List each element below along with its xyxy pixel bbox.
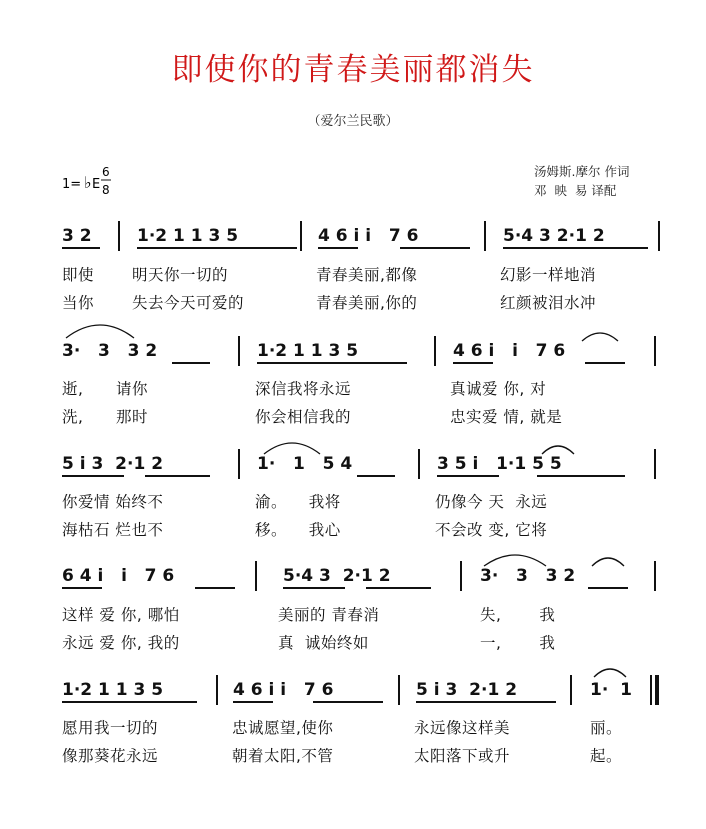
barline xyxy=(654,449,656,479)
beam xyxy=(357,475,395,477)
row3-v1-m3: 仍像今 天 永远 xyxy=(435,493,548,511)
beam xyxy=(318,247,358,249)
row3-v2-m2: 移。 我心 xyxy=(255,521,341,539)
beam xyxy=(233,701,273,703)
beam xyxy=(172,362,210,364)
time-numerator: 6 xyxy=(102,165,110,179)
barline xyxy=(434,336,436,366)
barline xyxy=(238,449,240,479)
row3-measure1: 5 i 3 2·1 2 xyxy=(62,454,164,474)
beam xyxy=(195,587,235,589)
row2-v1-m1: 逝, 请你 xyxy=(62,380,148,398)
barline xyxy=(654,561,656,591)
row5-v2-m2: 朝着太阳,不管 xyxy=(232,747,334,765)
key-note: E xyxy=(92,177,101,192)
row4-measure3: 3· 3 3 2 xyxy=(480,566,576,586)
beam xyxy=(453,362,493,364)
barline xyxy=(300,221,302,251)
final-barline-thick xyxy=(655,675,659,705)
barline xyxy=(654,336,656,366)
beam xyxy=(62,587,102,589)
beam xyxy=(257,362,407,364)
beam xyxy=(503,247,648,249)
row1-measure2: 1·2 1 1 3 5 xyxy=(137,226,239,246)
beam xyxy=(585,362,625,364)
row5-v1-m3: 永远像这样美 xyxy=(414,719,511,737)
barline xyxy=(658,221,660,251)
key-signature xyxy=(62,162,132,202)
row3-v2-m1: 海枯石 烂也不 xyxy=(62,521,164,539)
row2-measure2: 1·2 1 1 3 5 xyxy=(257,341,359,361)
beam xyxy=(62,701,197,703)
lyricist-credit: 汤姆斯.摩尔 作词 xyxy=(534,164,630,179)
row5-v1-m1: 愿用我一切的 xyxy=(62,719,159,737)
row2-v2-m3: 忠实爱 情, 就是 xyxy=(450,408,563,426)
row2-measure3: 4 6 i i 7 6 xyxy=(453,341,566,361)
row1-v2-m3: 青春美丽,你的 xyxy=(316,294,418,312)
row5-v2-m3: 太阳落下或升 xyxy=(414,747,511,765)
song-title: 即使你的青春美丽都消失 xyxy=(171,52,535,88)
tie-slur xyxy=(482,548,548,568)
row1-v2-m1: 当你 xyxy=(62,294,95,312)
row1-v1-m4: 幻影一样地消 xyxy=(500,266,597,284)
row5-v1-m4: 丽。 xyxy=(590,719,623,737)
row2-v2-m2: 你会相信我的 xyxy=(255,408,352,426)
beam xyxy=(137,247,297,249)
tie-slur xyxy=(592,663,628,679)
row1-measure3: 4 6 i i 7 6 xyxy=(318,226,419,246)
tie-slur xyxy=(580,327,620,343)
barline xyxy=(216,675,218,705)
row1-v2-m4: 红颜被泪水冲 xyxy=(500,294,597,312)
row3-measure2: 1· 1 5 4 xyxy=(257,454,353,474)
row3-v1-m2: 渝。 我将 xyxy=(255,493,341,511)
beam xyxy=(313,701,383,703)
beam xyxy=(588,587,628,589)
row5-measure3: 5 i 3 2·1 2 xyxy=(416,680,518,700)
final-barline-thin xyxy=(650,675,652,705)
beam xyxy=(437,475,499,477)
flat-sign: ♭ xyxy=(84,173,92,192)
row1-v1-m3: 青春美丽,都像 xyxy=(316,266,418,284)
tie-slur xyxy=(262,436,322,456)
beam xyxy=(283,587,345,589)
barline xyxy=(460,561,462,591)
row2-measure1: 3· 3 3 2 xyxy=(62,341,158,361)
barline xyxy=(255,561,257,591)
row3-v1-m1: 你爱情 始终不 xyxy=(62,493,164,511)
time-denominator: 8 xyxy=(102,183,110,197)
row1-v2-m2: 失去今天可爱的 xyxy=(132,294,245,312)
barline xyxy=(418,449,420,479)
row5-measure1: 1·2 1 1 3 5 xyxy=(62,680,164,700)
row5-v1-m2: 忠诚愿望,使你 xyxy=(232,719,334,737)
credits xyxy=(534,162,629,200)
row2-v2-m1: 洗, 那时 xyxy=(62,408,148,426)
barline xyxy=(570,675,572,705)
row4-v2-m3: 一, 我 xyxy=(480,634,556,652)
beam xyxy=(62,247,100,249)
beam xyxy=(400,247,470,249)
row4-v1-m2: 美丽的 青春消 xyxy=(278,606,380,624)
row1-measure4: 5·4 3 2·1 2 xyxy=(503,226,605,246)
tie-slur xyxy=(64,318,136,340)
tie-slur xyxy=(590,552,626,568)
beam xyxy=(145,475,210,477)
song-subtitle: （爱尔兰民歌） xyxy=(307,114,399,129)
row5-measure2: 4 6 i i 7 6 xyxy=(233,680,334,700)
row4-v2-m2: 真 诚始终如 xyxy=(278,634,369,652)
beam xyxy=(62,475,124,477)
row4-measure2: 5·4 3 2·1 2 xyxy=(283,566,391,586)
row2-v1-m2: 深信我将永远 xyxy=(255,380,352,398)
barline xyxy=(118,221,120,251)
barline xyxy=(238,336,240,366)
row3-measure3: 3 5 i 1·1 5 5 xyxy=(437,454,562,474)
beam xyxy=(537,475,625,477)
row4-v1-m3: 失, 我 xyxy=(480,606,556,624)
translator-credit: 邓 映 易 译配 xyxy=(534,183,617,198)
row5-v2-m1: 像那葵花永远 xyxy=(62,747,159,765)
row4-measure1: 6 4 i i 7 6 xyxy=(62,566,175,586)
row5-measure4: 1· 1 xyxy=(590,680,632,700)
beam xyxy=(416,701,556,703)
row1-v1-m2: 明天你一切的 xyxy=(132,266,229,284)
key-prefix: 1= xyxy=(62,177,82,192)
barline xyxy=(484,221,486,251)
row1-v1-m1: 即使 xyxy=(62,266,95,284)
row5-v2-m4: 起。 xyxy=(590,747,623,765)
barline xyxy=(398,675,400,705)
row1-measure1: 3 2 xyxy=(62,226,92,246)
row4-v2-m1: 永远 爱 你, 我的 xyxy=(62,634,180,652)
row2-v1-m3: 真诚爱 你, 对 xyxy=(450,380,547,398)
row3-v2-m3: 不会改 变, 它将 xyxy=(435,521,548,539)
beam xyxy=(366,587,431,589)
row4-v1-m1: 这样 爱 你, 哪怕 xyxy=(62,606,180,624)
